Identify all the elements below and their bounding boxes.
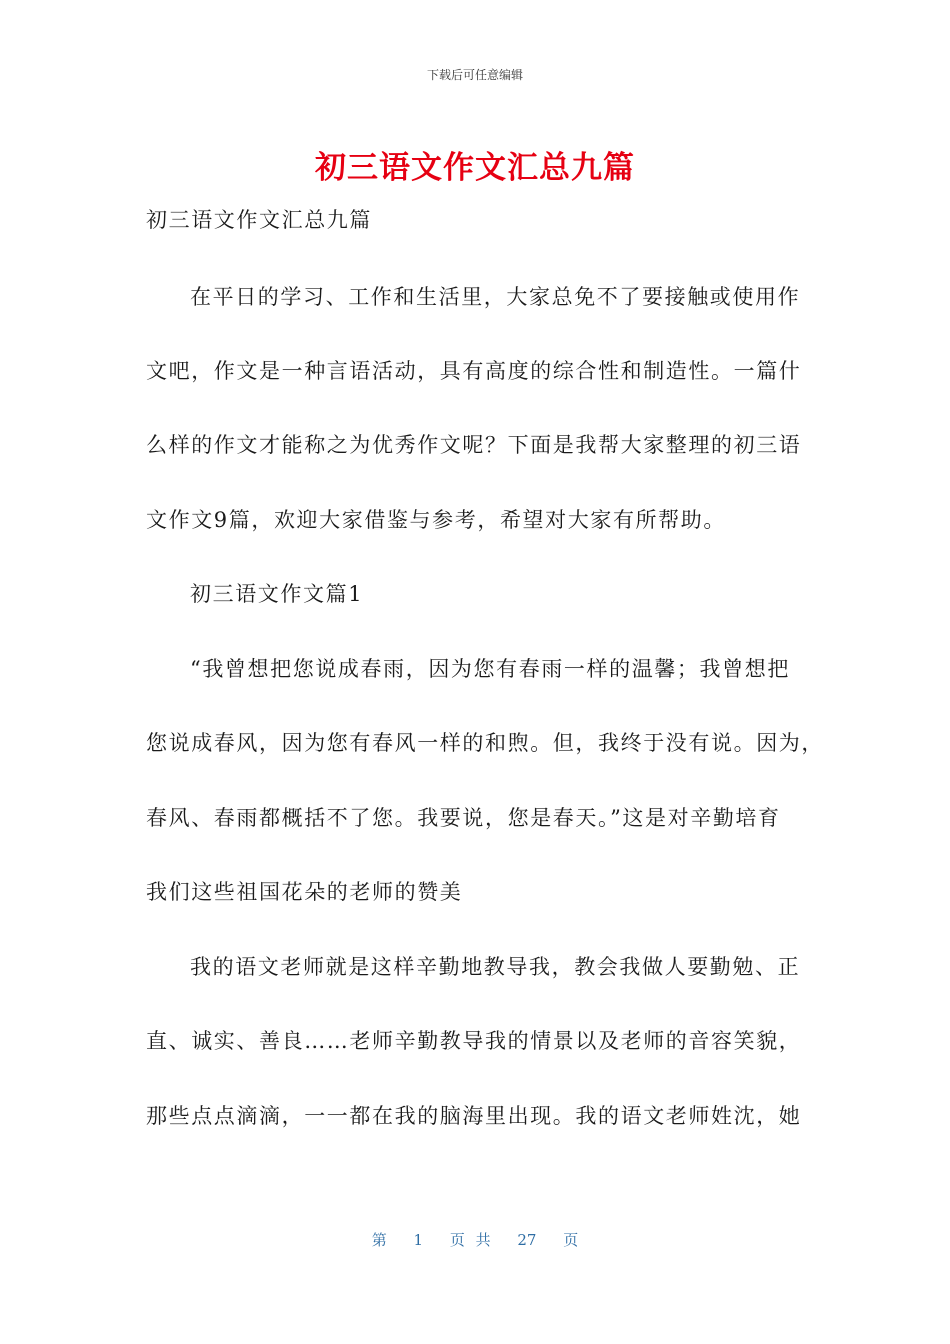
page-number: 1 (413, 1231, 424, 1249)
paragraph-line: 您说成春风，因为您有春风一样的和煦。但，我终于没有说。因为， (146, 731, 824, 755)
page-footer (0, 1229, 950, 1250)
page-prefix: 第 (371, 1231, 387, 1249)
paragraph-line: “我曾想把您说成春雨，因为您有春雨一样的温馨；我曾想把 (190, 657, 790, 681)
paragraph-line: 直、诚实、善良……老师辛勤教导我的情景以及老师的音容笑貌， (146, 1029, 802, 1053)
page-suffix: 页 (563, 1231, 579, 1249)
paragraph-line: 春风、春雨都概括不了您。我要说，您是春天。”这是对辛勤培育 (146, 806, 781, 830)
header-note: 下载后可任意编辑 (426, 68, 523, 82)
paragraph-line: 我的语文老师就是这样辛勤地教导我，教会我做人要勤勉、正 (190, 955, 801, 979)
document-title: 初三语文作文汇总九篇 (315, 150, 635, 186)
paragraph-line: 文作文9篇，欢迎大家借鉴与参考，希望对大家有所帮助。 (146, 508, 726, 532)
paragraph-line: 在平日的学习、工作和生活里，大家总免不了要接触或使用作 (190, 285, 801, 309)
paragraph-line: 那些点点滴滴，一一都在我的脑海里出现。我的语文老师姓沈，她 (146, 1104, 802, 1128)
subtitle-line: 初三语文作文汇总九篇 (146, 208, 372, 232)
paragraph-line: 文吧，作文是一种言语活动，具有高度的综合性和制造性。一篇什 (146, 359, 802, 383)
page-total: 27 (517, 1231, 537, 1249)
page-mid: 页 共 (449, 1231, 491, 1249)
section-heading: 初三语文作文篇1 (190, 582, 364, 606)
paragraph-line: 么样的作文才能称之为优秀作文呢？下面是我帮大家整理的初三语 (146, 433, 802, 457)
paragraph-line: 我们这些祖国花朵的老师的赞美 (146, 880, 463, 904)
